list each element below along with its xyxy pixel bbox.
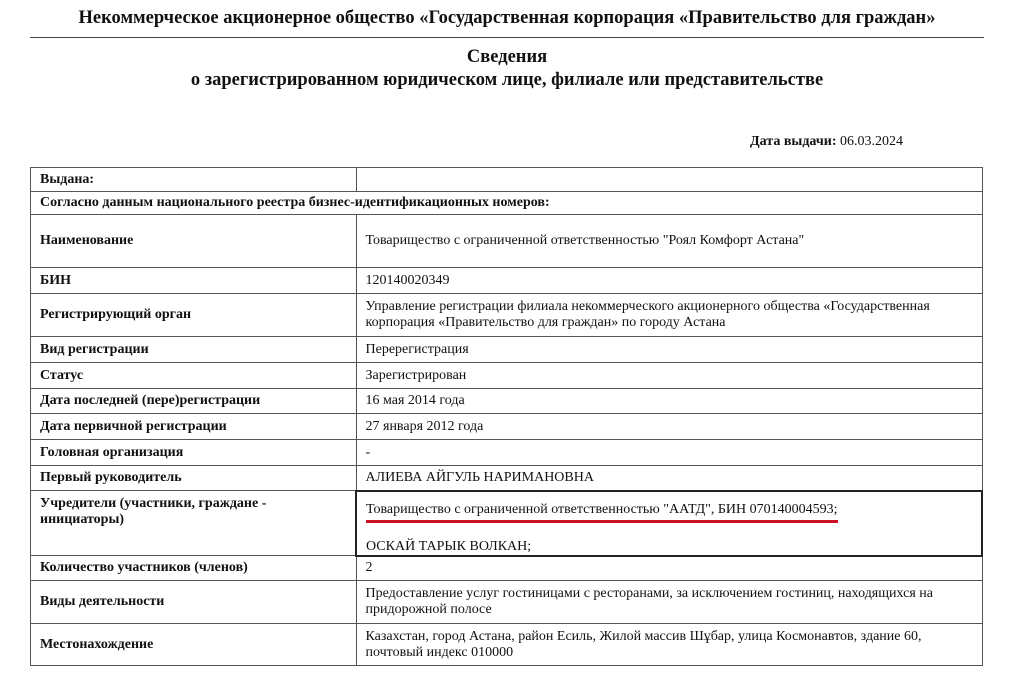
row-label: Виды деятельности xyxy=(31,581,357,624)
founders-label: Учредители (участники, граждане - инициаторы) xyxy=(31,491,357,556)
row-label: Статус xyxy=(31,363,357,389)
row-value: 120140020349 xyxy=(356,268,982,294)
organization-header: Некоммерческое акционерное общество «Государственная корпорация «Правительство для граждан» xyxy=(30,6,984,38)
row-value: Перерегистрация xyxy=(356,337,982,363)
row-value: АЛИЕВА АЙГУЛЬ НАРИМАНОВНА xyxy=(356,466,982,491)
table-row-last-registration-date xyxy=(31,389,983,414)
issue-date xyxy=(750,133,903,151)
table-row-members-count xyxy=(31,556,983,581)
row-label: Головная организация xyxy=(31,440,357,466)
table-row-head-organization xyxy=(31,440,983,466)
row-label: БИН xyxy=(31,268,357,294)
table-row-issued-to xyxy=(31,168,983,192)
registration-info-table xyxy=(30,167,983,666)
founder-item-highlighted: Товарищество с ограниченной ответственностью "ААТД", БИН 070140004593; xyxy=(366,502,838,523)
table-row-activities xyxy=(31,581,983,624)
row-label: Дата первичной регистрации xyxy=(31,414,357,440)
issue-date-label: Дата выдачи: xyxy=(750,134,837,149)
row-value: Товарищество с ограниченной ответственностью "Роял Комфорт Астана" xyxy=(356,215,982,268)
issued-to-value xyxy=(356,168,982,192)
row-label: Первый руководитель xyxy=(31,466,357,491)
row-value: 16 мая 2014 года xyxy=(356,389,982,414)
table-row-first-head xyxy=(31,466,983,491)
table-row-registration-type xyxy=(31,337,983,363)
table-row-location xyxy=(31,624,983,666)
founder-item xyxy=(366,502,972,523)
row-value: 27 января 2012 года xyxy=(356,414,982,440)
document-title xyxy=(30,46,984,92)
founder-item: ОСКАЙ ТАРЫК ВОЛКАН; xyxy=(366,538,532,554)
table-row-bin xyxy=(31,268,983,294)
table-row-registering-body xyxy=(31,294,983,337)
row-value: Предоставление услуг гостиницами с ресторанами, за исключением гостиниц, находящихся на придорожной полосе xyxy=(356,581,982,624)
row-label: Регистрирующий орган xyxy=(31,294,357,337)
row-label: Дата последней (пере)регистрации xyxy=(31,389,357,414)
table-row-founders xyxy=(31,491,983,556)
row-label: Вид регистрации xyxy=(31,337,357,363)
row-label: Наименование xyxy=(31,215,357,268)
table-row-first-registration-date xyxy=(31,414,983,440)
table-row-registry-note xyxy=(31,192,983,215)
row-value: - xyxy=(356,440,982,466)
table-row-status xyxy=(31,363,983,389)
registry-note: Согласно данным национального реестра бизнес-идентификационных номеров: xyxy=(31,192,983,215)
row-value: Казахстан, город Астана, район Есиль, Жилой массив Шұбар, улица Космонавтов, здание 60, почтовый индекс 010000 xyxy=(356,624,982,666)
document-title-line2: о зарегистрированном юридическом лице, филиале или представительстве xyxy=(190,70,824,90)
row-value: Зарегистрирован xyxy=(356,363,982,389)
row-label: Количество участников (членов) xyxy=(31,556,357,581)
founders-value xyxy=(356,491,982,556)
document-title-line1: Сведения xyxy=(466,47,548,67)
row-label: Местонахождение xyxy=(31,624,357,666)
issue-date-value: 06.03.2024 xyxy=(840,134,903,149)
table-row-name xyxy=(31,215,983,268)
row-value: Управление регистрации филиала некоммерческого акционерного общества «Государственная корпорация «Правительство для граждан» по городу Астана xyxy=(356,294,982,337)
row-value: 2 xyxy=(356,556,982,581)
issued-to-label: Выдана: xyxy=(31,168,357,192)
